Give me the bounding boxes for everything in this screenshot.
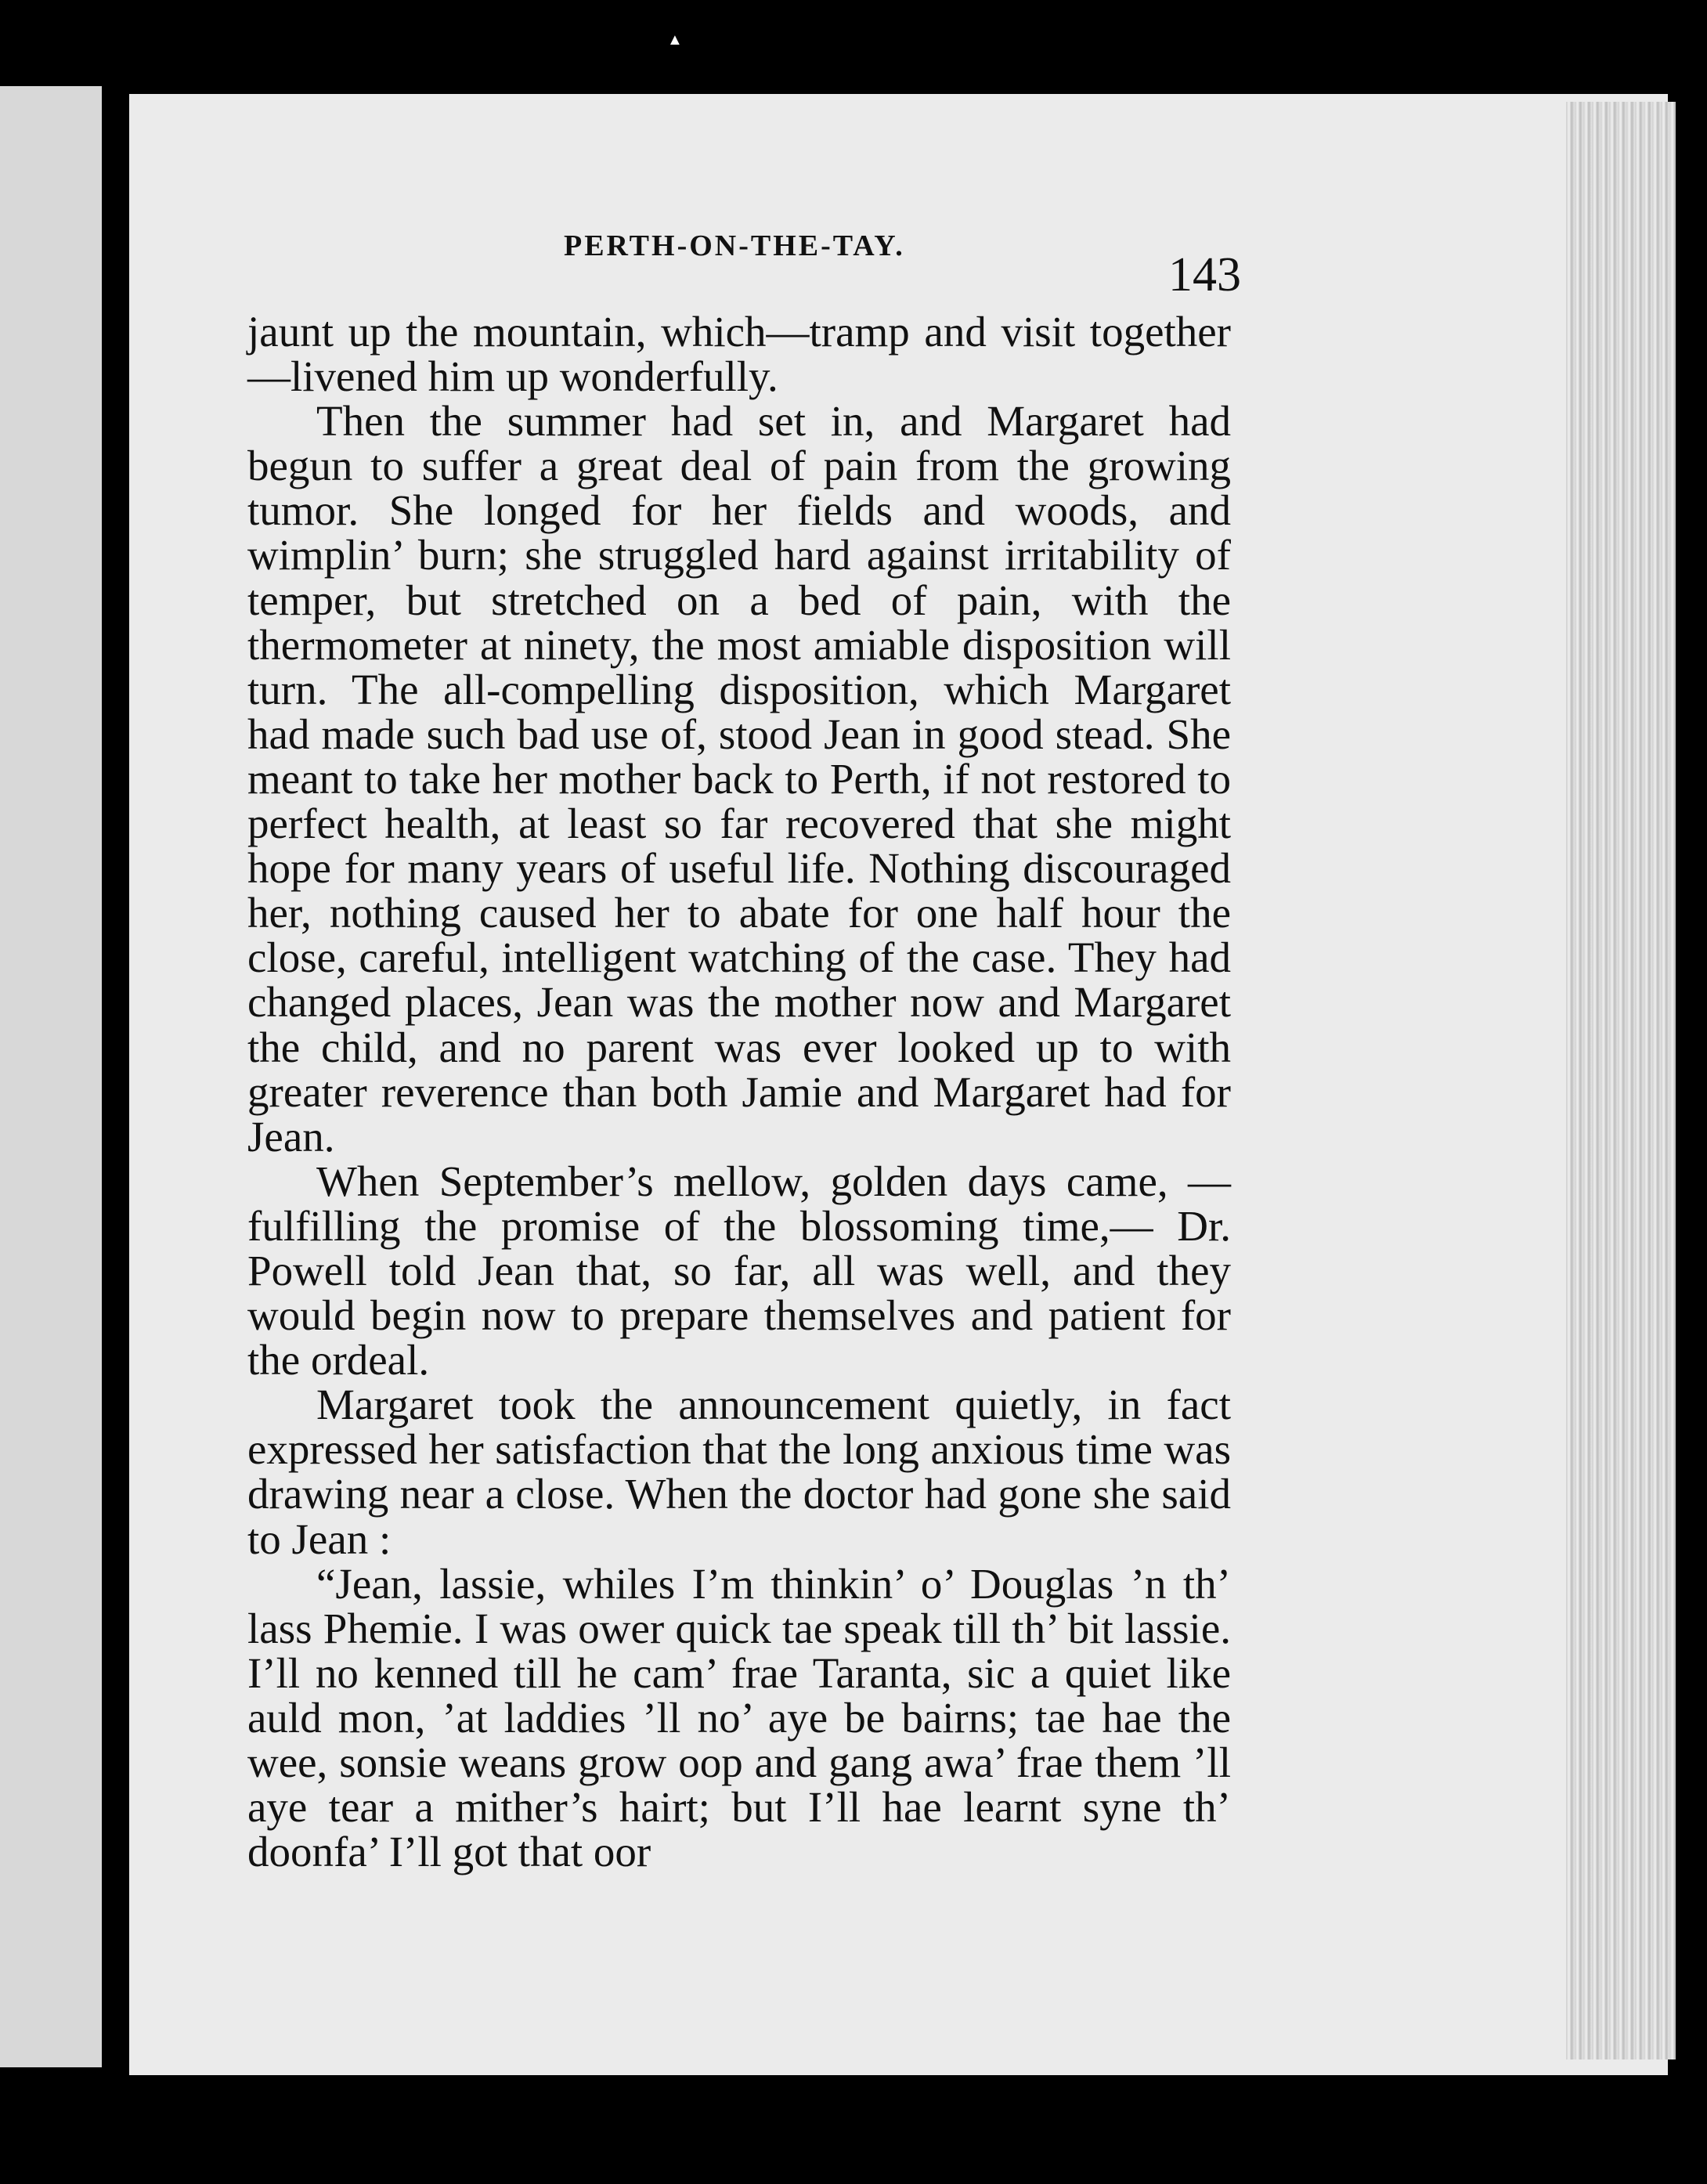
paragraph: Margaret took the announcement quietly, in fact expressed her satisfaction that the long anxious time was drawing near a close. When the doctor had gone she said to Jean : — [247, 1381, 1231, 1563]
body-text — [247, 309, 1231, 1874]
book-gutter — [102, 78, 133, 2083]
left-page-edge — [0, 86, 110, 2067]
running-head: PERTH-ON-THE-TAY. — [564, 229, 905, 262]
paragraph: “Jean, lassie, whiles I’m thinkin’ o’ Douglas ’n th’ lass Phemie. I was ower quick tae speak till th’ bit lassie. I’ll no kenned till he cam’ frae Taranta, sic a quiet like auld mon, ’at laddies ’ll no’ aye be bairns; tae hae the wee, sonsie weans grow oop and gang awa’ frae them ’ll aye tear a mither’s hairt; but I’ll hae learnt syne th’ doonfa’ I’ll got that oor — [247, 1559, 1231, 1876]
paragraph: jaunt up the mountain, which—tramp and visit together—livened him up wonderfully. — [247, 308, 1231, 401]
paragraph: When September’s mellow, golden days came, —fulfilling the promise of the blossoming time,— Dr. Powell told Jean that, so far, all was well, and they would begin now to prepare themselves and patient for the ordeal. — [247, 1157, 1231, 1384]
paragraph: Then the summer had set in, and Margaret had begun to suffer a great deal of pain from the growing tumor. She longed for her fields and woods, and wimplin’ burn; she struggled hard against irritability of temper, but stretched on a bed of pain, with the thermometer at ninety, the most amiable disposition will turn. The all-compelling disposition, which Margaret had made such bad use of, stood Jean in good stead. She meant to take her mother back to Perth, if not restored to perfect health, at least so far recovered that she might hope for many years of useful life. Nothing discouraged her, nothing caused her to abate for one half hour the close, careful, intelligent watching of the case. They had changed places, Jean was the mother now and Margaret the child, and no parent was ever looked up to with greater reverence than both Jamie and Margaret had for Jean. — [247, 397, 1231, 1161]
scan-mark: ▲ — [667, 31, 683, 49]
page-number: 143 — [1168, 248, 1241, 301]
page-stack-edge — [1566, 102, 1676, 2059]
